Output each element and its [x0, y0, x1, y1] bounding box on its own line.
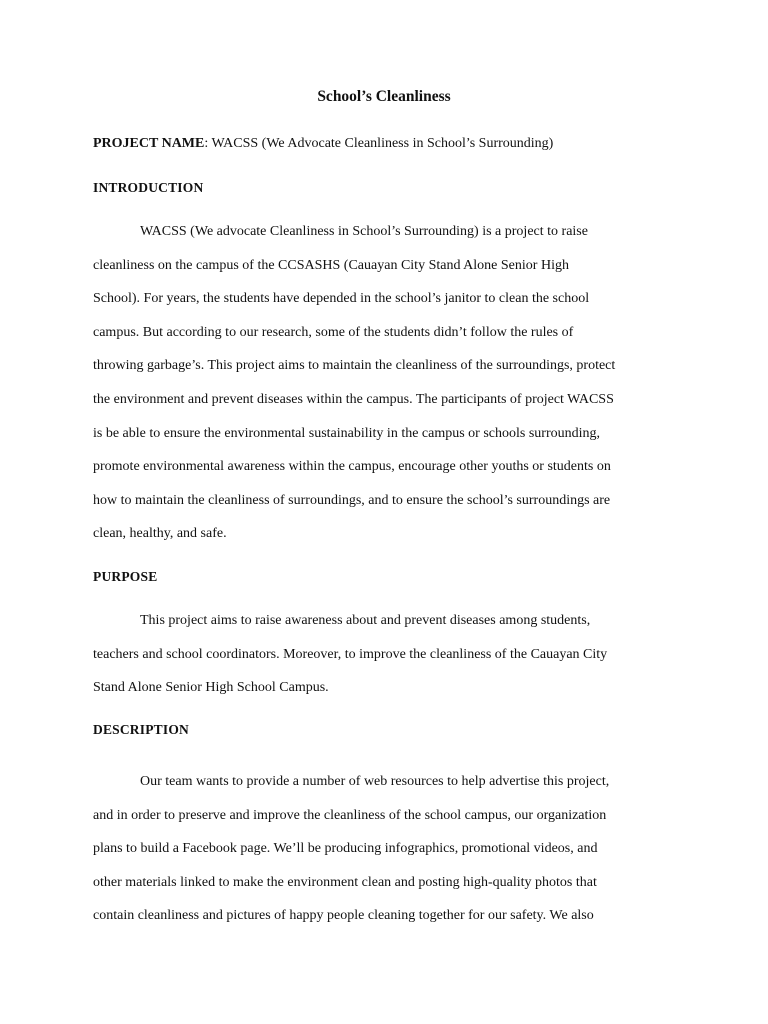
- paragraph-line: School). For years, the students have depended in the school’s janitor to clean the school: [93, 291, 590, 307]
- introduction-heading: INTRODUCTION: [93, 180, 204, 195]
- project-name-separator: :: [204, 136, 209, 151]
- paragraph-line: and in order to preserve and improve the cleanliness of the school campus, our organization: [93, 807, 607, 823]
- purpose-paragraph: [93, 604, 673, 705]
- purpose-heading: PURPOSE: [93, 569, 158, 584]
- paragraph-line: This project aims to raise awareness about and prevent diseases among students,: [140, 613, 591, 628]
- paragraph-line: plans to build a Facebook page. We’ll be producing infographics, promotional videos, and: [93, 841, 598, 857]
- description-heading: DESCRIPTION: [93, 722, 189, 737]
- paragraph-line: teachers and school coordinators. Moreover, to improve the cleanliness of the Cauayan City: [93, 646, 608, 662]
- introduction-paragraph: [93, 215, 673, 551]
- document-title: School’s Cleanliness: [317, 88, 451, 105]
- paragraph-line: other materials linked to make the environment clean and posting high-quality photos that: [93, 874, 597, 890]
- paragraph-line: Our team wants to provide a number of web resources to help advertise this project,: [140, 774, 610, 789]
- paragraph-line: the environment and prevent diseases within the campus. The participants of project WACSS: [93, 391, 614, 407]
- project-name-label: PROJECT NAME: [93, 136, 205, 151]
- project-name-value: WACSS (We Advocate Cleanliness in School’s Surrounding): [208, 136, 554, 151]
- paragraph-line: is be able to ensure the environmental sustainability in the campus or schools surrounding,: [93, 425, 601, 441]
- paragraph-line: how to maintain the cleanliness of surroundings, and to ensure the school’s surroundings are: [93, 492, 611, 508]
- paragraph-line: campus. But according to our research, some of the students didn’t follow the rules of: [93, 324, 574, 340]
- paragraph-line: promote environmental awareness within the campus, encourage other youths or students on: [93, 459, 611, 475]
- paragraph-line: WACSS (We advocate Cleanliness in School’s Surrounding) is a project to raise: [140, 224, 588, 239]
- description-paragraph: [93, 765, 673, 933]
- paragraph-line: Stand Alone Senior High School Campus.: [93, 680, 329, 696]
- paragraph-line: throwing garbage’s. This project aims to maintain the cleanliness of the surroundings, protect: [93, 358, 616, 374]
- project-name-line: [93, 133, 553, 155]
- paragraph-line: cleanliness on the campus of the CCSASHS (Cauayan City Stand Alone Senior High: [93, 257, 569, 273]
- paragraph-line: contain cleanliness and pictures of happy people cleaning together for our safety. We also: [93, 908, 594, 924]
- paragraph-line: clean, healthy, and safe.: [93, 526, 227, 542]
